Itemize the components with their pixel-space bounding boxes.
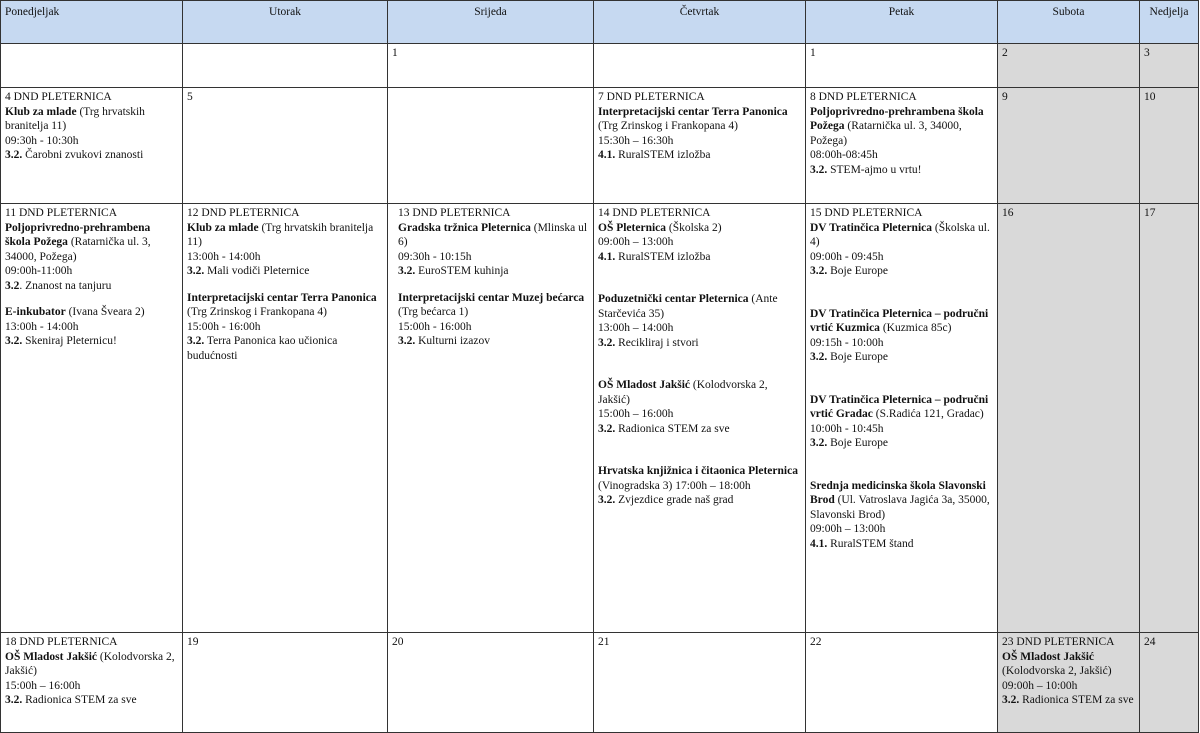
- activity-name: Mali vodiči Pleternice: [204, 265, 310, 277]
- week-row: [1, 204, 1199, 633]
- day-cell: [183, 204, 388, 633]
- event-entry: [598, 464, 801, 493]
- event-venue: Klub za mlade: [5, 105, 77, 118]
- event-time: 09:30h - 10:30h: [5, 134, 79, 147]
- event-entry: [810, 105, 993, 149]
- event-activity: [810, 163, 993, 178]
- event-venue: DV Tratinčica Pleternica – područni vrtić Gradac: [810, 393, 989, 420]
- event-time: 10:00h - 10:45h: [810, 422, 884, 435]
- day-number: 20: [392, 636, 404, 648]
- event-time: 15:00h - 16:00h: [398, 320, 472, 333]
- activity-name: Radionica STEM za sve: [1019, 694, 1134, 706]
- event-time: 08:00h-08:45h: [810, 149, 878, 161]
- activity-name: RuralSTEM izložba: [615, 250, 711, 263]
- event-address: (Kolodvorska 2, Jakšić): [5, 650, 175, 677]
- event-time: 09:00h – 13:00h: [598, 236, 674, 248]
- event-activity: [5, 279, 178, 294]
- event-address: (Trg hrvatskih branitelja 11): [187, 221, 374, 248]
- day-cell: [1, 633, 183, 733]
- event-spacer: [810, 365, 993, 393]
- event-time: 13:00h - 14:00h: [187, 250, 261, 263]
- event-venue: DV Tratinčica Pleternica – područni vrtić Kuzmica: [810, 307, 989, 334]
- week-row: [1, 88, 1199, 204]
- event-address: (Vinogradska 3) 17:00h – 18:00h: [598, 479, 751, 492]
- day-cell: [998, 88, 1140, 204]
- day-number: 5: [187, 91, 193, 103]
- event-venue: Interpretacijski centar Muzej bećarca: [398, 291, 585, 304]
- activity-code: 3.2.: [398, 265, 416, 277]
- day-cell: [594, 633, 806, 733]
- day-cell: [806, 633, 998, 733]
- day-cell: [1140, 204, 1199, 633]
- event-activity: [187, 334, 383, 363]
- day-number: 7 DND PLETERNICA: [598, 91, 705, 103]
- day-number: 2: [1002, 47, 1008, 59]
- day-number: 17: [1144, 207, 1156, 219]
- event-activity: [398, 334, 589, 349]
- activity-name: Boje Europe: [827, 265, 888, 277]
- activity-code: 3.2.: [598, 422, 616, 435]
- activity-code: 3.2.: [187, 265, 205, 277]
- event-venue: Interpretacijski centar Terra Panonica: [598, 105, 788, 118]
- event-entry: [810, 479, 993, 523]
- day-number: 15 DND PLETERNICA: [810, 207, 923, 219]
- event-activity: [187, 264, 383, 279]
- event-entry: [187, 221, 383, 250]
- activity-code: 4.1.: [810, 537, 828, 550]
- event-address: (Ante Starčevića 35): [598, 293, 778, 320]
- day-number: 9: [1002, 91, 1008, 103]
- event-venue: Poljoprivredno-prehrambena škola Požega: [5, 221, 151, 248]
- event-entry: [5, 105, 178, 134]
- header-tuesday: Utorak: [183, 1, 388, 44]
- day-number: 21: [598, 636, 610, 648]
- activity-name: Recikliraj i stvori: [615, 336, 699, 349]
- day-cell: [388, 204, 594, 633]
- header-thursday: Četvrtak: [594, 1, 806, 44]
- event-activity: [810, 350, 993, 365]
- event-activity: [810, 436, 993, 451]
- event-time: 09:00h-11:00h: [5, 265, 73, 277]
- day-cell: [388, 633, 594, 733]
- event-entry: [5, 221, 178, 265]
- day-number: 1: [810, 47, 816, 59]
- event-address: (Ul. Vatroslava Jagića 3a, 35000, Slavonski Brod): [810, 494, 990, 521]
- header-wednesday: Srijeda: [388, 1, 594, 44]
- event-entry: [810, 221, 993, 250]
- week-row: [1, 633, 1199, 733]
- event-activity: [810, 264, 993, 279]
- activity-code: 3.2.: [398, 335, 416, 347]
- day-cell: [183, 633, 388, 733]
- activity-name: . Znanost na tanjuru: [19, 279, 112, 292]
- day-cell: [183, 44, 388, 88]
- event-spacer: [598, 264, 801, 292]
- event-entry: [5, 650, 178, 679]
- day-number: 3: [1144, 47, 1150, 59]
- event-address: (Trg bećarca 1): [398, 306, 469, 318]
- event-entry: [1002, 650, 1135, 679]
- activity-name: Čarobni zvukovi znanosti: [22, 149, 144, 161]
- day-number: 23 DND PLETERNICA: [1002, 636, 1115, 648]
- event-entry: [598, 105, 801, 134]
- day-cell: [1140, 44, 1199, 88]
- event-spacer: [187, 279, 383, 291]
- activity-code: 3.2.: [5, 694, 23, 706]
- day-cell: [594, 44, 806, 88]
- day-cell: [806, 88, 998, 204]
- activity-name: Skeniraj Pleternicu!: [22, 335, 117, 347]
- activity-code: 3.2.: [5, 149, 23, 161]
- activity-code: 3.2.: [810, 163, 828, 176]
- activity-code: 3.2.: [810, 437, 828, 449]
- day-cell: [998, 204, 1140, 633]
- event-address: (Kolodvorska 2, Jakšić): [1002, 665, 1112, 677]
- week-row: [1, 44, 1199, 88]
- day-number: 12 DND PLETERNICA: [187, 207, 300, 219]
- event-time: 13:00h – 14:00h: [598, 322, 674, 334]
- day-number: 16: [1002, 207, 1014, 219]
- activity-code: 3.2.: [5, 335, 23, 347]
- event-venue: Srednja medicinska škola Slavonski Brod: [810, 479, 986, 506]
- day-cell: [998, 633, 1140, 733]
- event-address: (Trg Zrinskog i Frankopana 4): [598, 120, 738, 132]
- event-address: (Školska 2): [666, 221, 722, 234]
- weekday-header-row: [1, 1, 1199, 44]
- activity-name: Boje Europe: [827, 437, 888, 449]
- event-time: 15:00h – 16:00h: [598, 408, 674, 420]
- event-activity: [398, 264, 589, 279]
- event-venue: Interpretacijski centar Terra Panonica: [187, 291, 377, 304]
- event-address: (Kolodvorska 2, Jakšić): [598, 379, 768, 406]
- activity-name: EuroSTEM kuhinja: [415, 265, 509, 277]
- day-cell: [1, 204, 183, 633]
- event-venue: OŠ Pleternica: [598, 221, 667, 234]
- day-cell: [388, 44, 594, 88]
- event-time: 09:30h - 10:15h: [398, 250, 472, 263]
- activity-code: 3.2.: [598, 494, 616, 506]
- event-venue: Hrvatska knjižnica i čitaonica Pleternica: [598, 465, 798, 477]
- event-time: 13:00h - 14:00h: [5, 320, 79, 333]
- event-activity: [1002, 693, 1135, 708]
- activity-name: STEM-ajmo u vrtu!: [827, 163, 922, 176]
- event-time: 09:00h – 13:00h: [810, 523, 886, 535]
- event-venue: Poduzetnički centar Pleternica: [598, 293, 749, 305]
- event-address: (S.Radića 121, Gradac): [872, 408, 984, 420]
- event-venue: OŠ Mladost Jakšić: [598, 379, 691, 391]
- event-venue: OŠ Mladost Jakšić: [5, 650, 98, 663]
- event-activity: [5, 693, 178, 708]
- activity-name: RuralSTEM izložba: [615, 149, 711, 161]
- activity-code: 3.2.: [598, 336, 616, 349]
- activity-code: 3.2.: [810, 265, 828, 277]
- event-activity: [810, 537, 993, 552]
- event-venue: DV Tratinčica Pleternica: [810, 221, 932, 234]
- event-time: 15:00h - 16:00h: [187, 320, 261, 333]
- event-activity: [598, 493, 801, 508]
- event-activity: [598, 336, 801, 351]
- event-activity: [598, 250, 801, 265]
- day-number: 18 DND PLETERNICA: [5, 636, 118, 648]
- activity-code: 3.2.: [810, 351, 828, 363]
- day-cell: [806, 44, 998, 88]
- event-spacer: [810, 279, 993, 307]
- event-entry: [810, 307, 993, 336]
- event-venue: Klub za mlade: [187, 221, 259, 234]
- header-saturday: Subota: [998, 1, 1140, 44]
- day-cell: [594, 204, 806, 633]
- day-number: 10: [1144, 91, 1156, 103]
- day-cell: [183, 88, 388, 204]
- header-sunday: Nedjelja: [1140, 1, 1199, 44]
- event-entry: [398, 291, 589, 320]
- event-address: (Ratarnička ul. 3, 34000, Požega): [5, 236, 151, 263]
- activity-code: 4.1.: [598, 250, 616, 263]
- event-entry: [5, 305, 178, 320]
- event-time: 15:00h – 16:00h: [5, 679, 81, 692]
- day-number: 22: [810, 636, 822, 648]
- activity-code: 4.1.: [598, 149, 616, 161]
- event-activity: [598, 148, 801, 163]
- event-entry: [598, 221, 801, 236]
- day-number: 11 DND PLETERNICA: [5, 207, 118, 219]
- event-address: (Ratarnička ul. 3, 34000, Požega): [810, 120, 962, 147]
- event-spacer: [398, 279, 589, 291]
- header-monday: Ponedjeljak: [1, 1, 183, 44]
- event-spacer: [598, 350, 801, 378]
- day-number: 13 DND PLETERNICA: [398, 207, 511, 219]
- event-spacer: [5, 293, 178, 305]
- event-activity: [5, 148, 178, 163]
- event-entry: [187, 291, 383, 320]
- day-number: 4 DND PLETERNICA: [5, 91, 112, 103]
- event-time: 09:00h – 10:00h: [1002, 679, 1078, 692]
- event-activity: [598, 422, 801, 437]
- event-address: (Trg Zrinskog i Frankopana 4): [187, 306, 327, 318]
- event-time: 09:15h - 10:00h: [810, 336, 884, 349]
- activity-name: Terra Panonica kao učionica budućnosti: [187, 335, 338, 362]
- event-address: (Ivana Šveara 2): [65, 306, 145, 318]
- activity-name: Boje Europe: [827, 351, 888, 363]
- event-venue: OŠ Mladost Jakšić: [1002, 650, 1095, 663]
- event-address: (Školska ul. 4): [810, 221, 990, 248]
- day-number: 8 DND PLETERNICA: [810, 91, 917, 103]
- event-activity: [5, 334, 178, 349]
- day-number: 24: [1144, 636, 1156, 648]
- activity-code: 3.2: [5, 279, 20, 292]
- event-time: 09:00h - 09:45h: [810, 250, 884, 263]
- day-cell: [1140, 633, 1199, 733]
- activity-code: 3.2.: [187, 335, 205, 347]
- event-time: 15:30h – 16:30h: [598, 134, 674, 147]
- day-cell: [1, 44, 183, 88]
- activity-name: Zvjezdice grade naš grad: [615, 494, 734, 506]
- day-number: 19: [187, 636, 199, 648]
- day-cell: [594, 88, 806, 204]
- activity-name: Radionica STEM za sve: [22, 694, 137, 706]
- activity-name: RuralSTEM štand: [827, 537, 914, 550]
- day-cell: [998, 44, 1140, 88]
- event-entry: [598, 292, 801, 321]
- event-entry: [398, 221, 589, 250]
- event-venue: Gradska tržnica Pleternica: [398, 221, 531, 234]
- day-number: 14 DND PLETERNICA: [598, 207, 711, 219]
- header-friday: Petak: [806, 1, 998, 44]
- day-cell: [806, 204, 998, 633]
- event-entry: [598, 378, 801, 407]
- day-cell: [1140, 88, 1199, 204]
- event-venue: E-inkubator: [5, 306, 66, 318]
- event-address: (Trg hrvatskih branitelja 11): [5, 105, 145, 132]
- event-entry: [810, 393, 993, 422]
- event-address: (Mlinska ul 6): [398, 221, 588, 248]
- day-number: 1: [392, 47, 398, 59]
- activity-name: Radionica STEM za sve: [615, 422, 730, 435]
- activity-name: Kulturni izazov: [415, 335, 490, 347]
- day-cell: [1, 88, 183, 204]
- event-spacer: [810, 451, 993, 479]
- event-spacer: [598, 436, 801, 464]
- day-cell: [388, 88, 594, 204]
- event-venue: Poljoprivredno-prehrambena škola Požega: [810, 105, 984, 132]
- activity-code: 3.2.: [1002, 694, 1020, 706]
- event-address: (Kuzmica 85c): [879, 322, 952, 334]
